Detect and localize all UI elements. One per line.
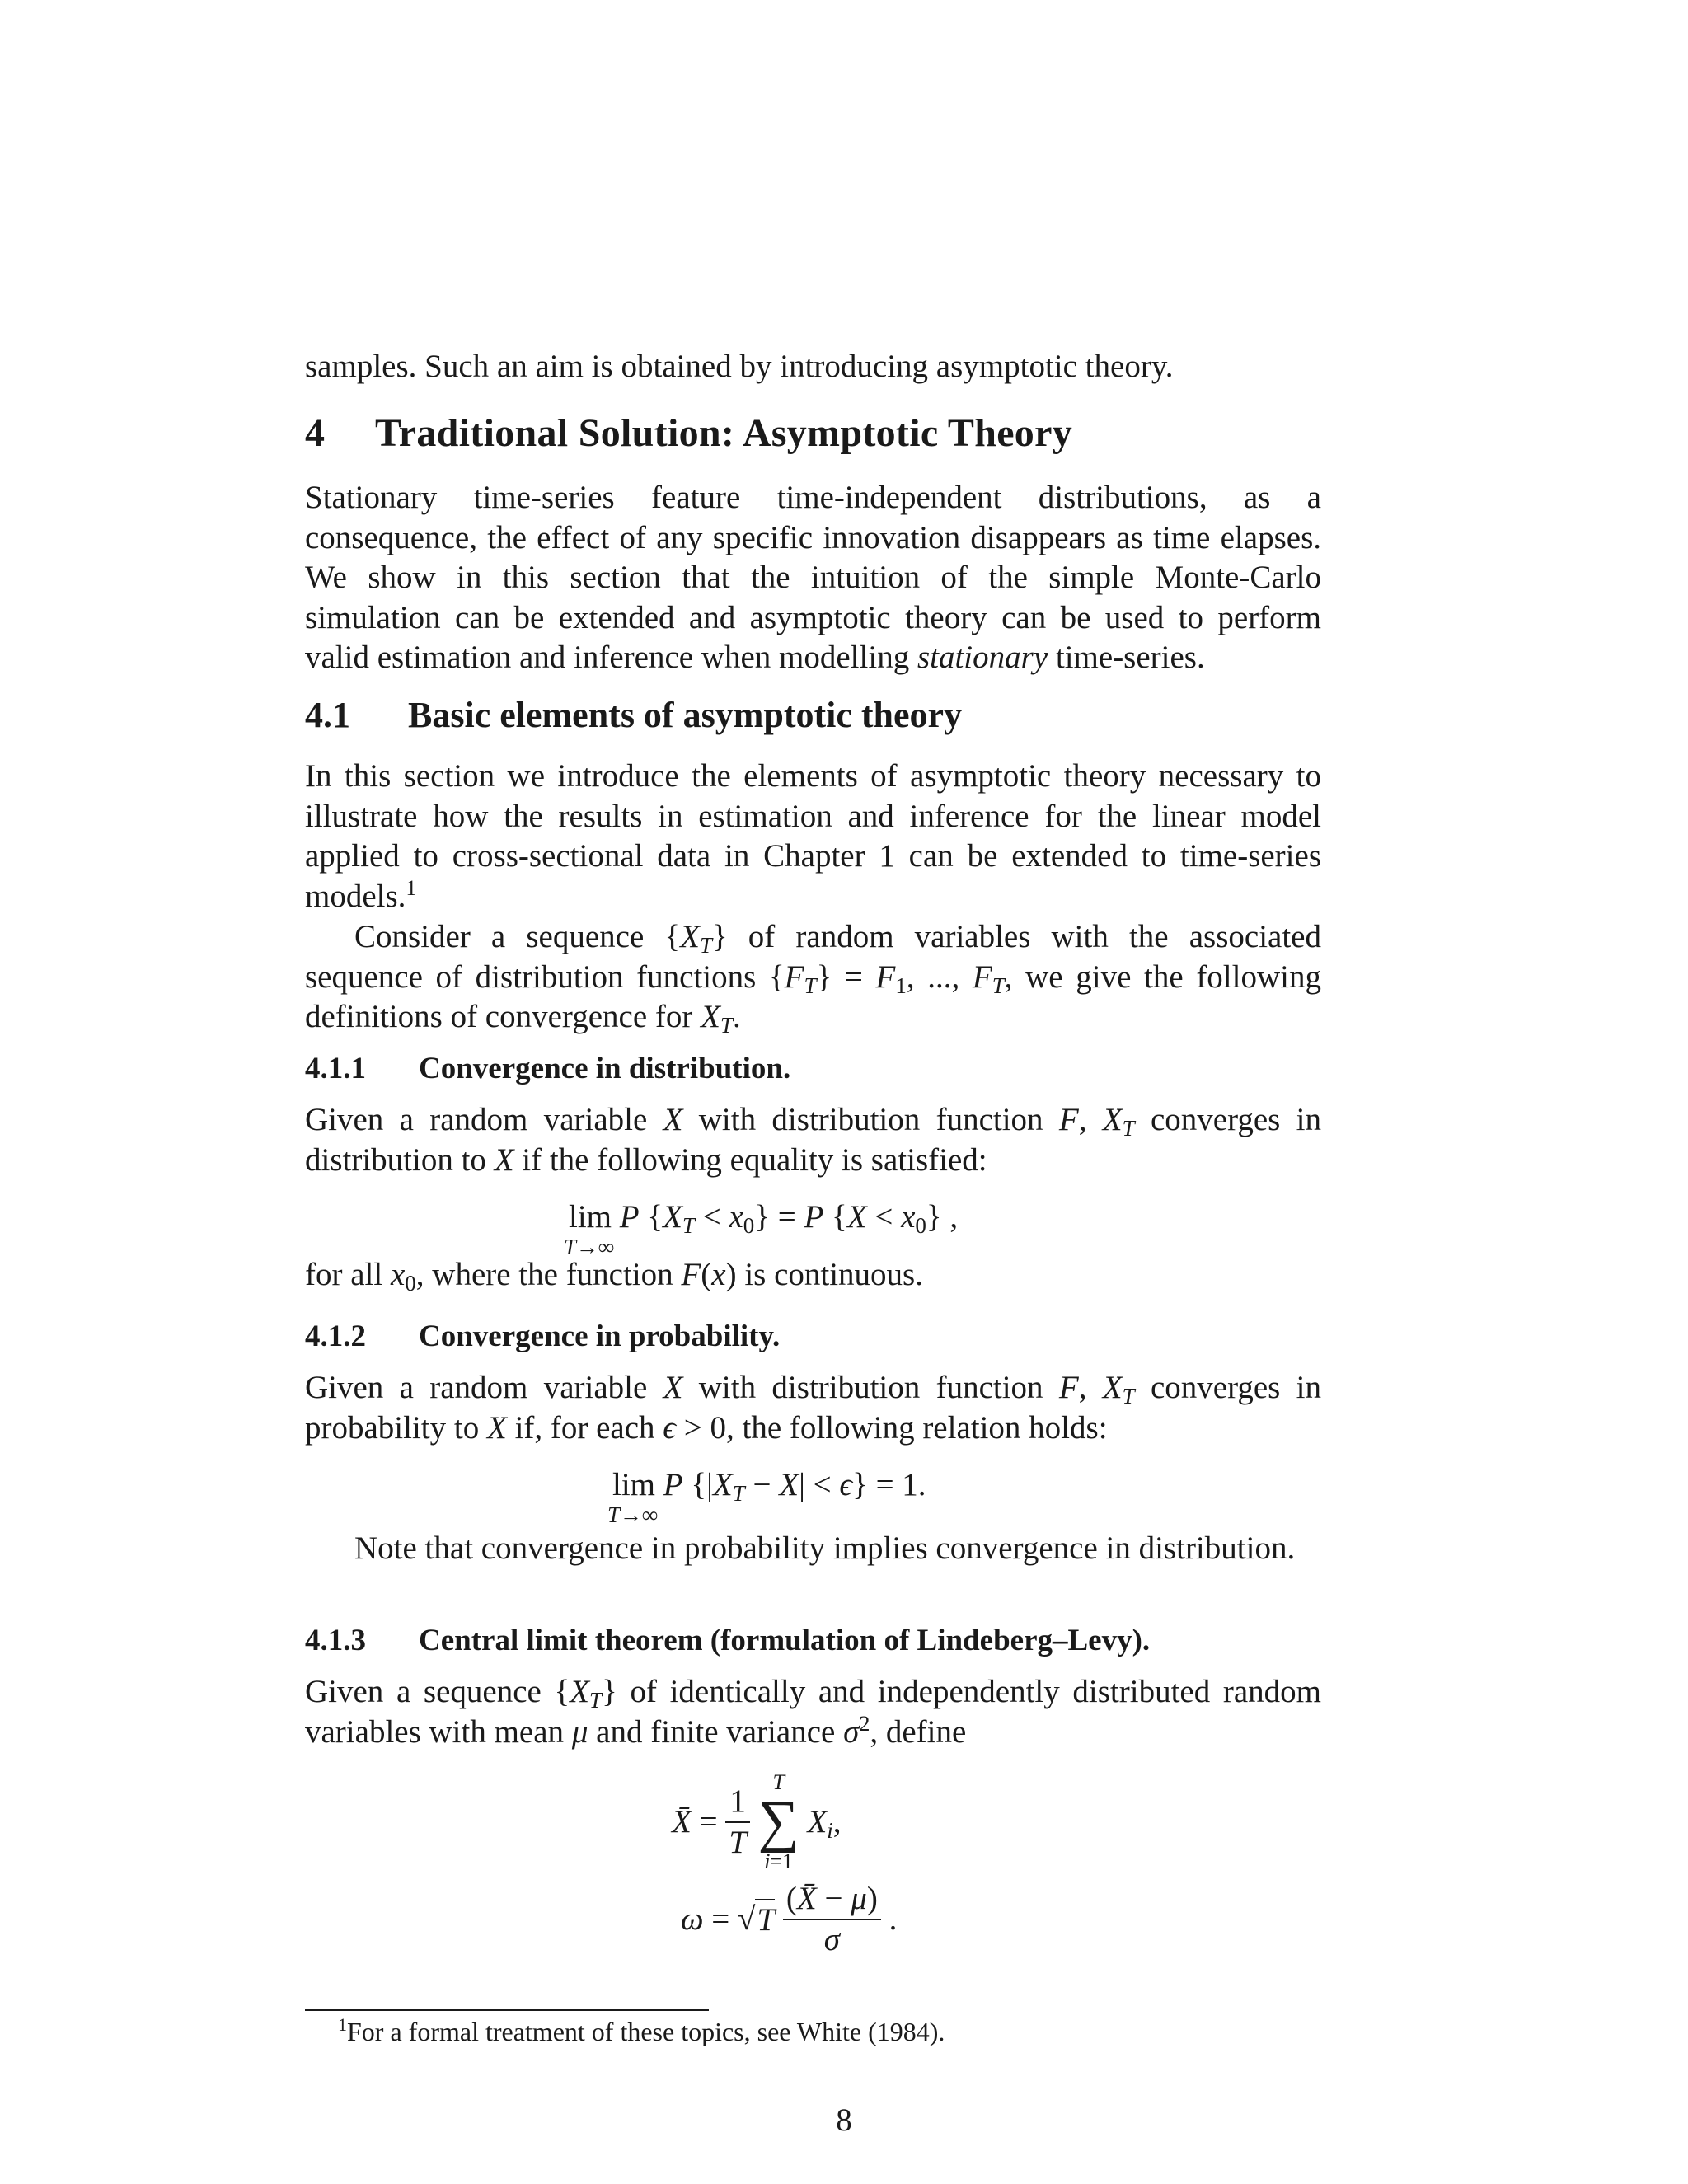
- fraction: $\frac{(X̄ - \mu)}{\sigma}$: [783, 1879, 881, 1960]
- footnote-text: For a formal treatment of these topics, see White (1984).: [347, 2017, 945, 2046]
- para-text: Stationary time-series feature time-independent distributions, as a consequence, the effect of any specific innovation disappears as time elapses. We show in this section that the intuition of the simple Monte-Carlo simulation can be extended and asymptotic theory can be used to perform valid estimation and inference when modelling: [305, 480, 1321, 675]
- equation-sample-mean: X̄ = $\frac{1}{T}$ T ∑ i=1 $X_i$,: [672, 1770, 842, 1873]
- section-title: Central limit theorem (formulation of Lindeberg–Levy).: [419, 1624, 1151, 1657]
- section-4-1-1-paragraph: Given a random variable X with distribution function F, $X_T$ converges in distribution to X if the following equality is satisfied:: [305, 1102, 1322, 1178]
- para-text: with distribution function: [682, 1102, 1059, 1137]
- equation-omega: ω = √T $\frac{(X̄ - \mu)}{\sigma}$ .: [681, 1879, 897, 1960]
- para-text: } of identically and independently distributed random variables with mean: [305, 1674, 1321, 1750]
- para-text: Consider a sequence {: [354, 919, 681, 954]
- section-4-heading: [305, 409, 1321, 458]
- section-4-1-2-heading: [305, 1317, 1321, 1357]
- section-number: 4: [305, 411, 326, 455]
- para-text: , define: [870, 1713, 967, 1750]
- lim-label: lim: [569, 1199, 612, 1235]
- section-title: Traditional Solution: Asymptotic Theory: [375, 411, 1073, 455]
- footnote: [338, 2013, 945, 2050]
- para-text: if the following equality is satisfied:: [513, 1141, 987, 1178]
- section-number: 4.1.1: [305, 1052, 366, 1085]
- lim-subscript: T→∞: [607, 1502, 659, 1527]
- summation: T ∑ i=1: [757, 1770, 799, 1873]
- para-text: converges in probability to: [305, 1370, 1322, 1446]
- section-4-1-heading: [305, 692, 1321, 738]
- section-4-1-2-note: Note that convergence in probability implies convergence in distribution.: [354, 1530, 1296, 1566]
- fraction: $\frac{1}{T}$: [725, 1782, 750, 1863]
- para-text: Given a random variable: [305, 1370, 663, 1405]
- section-title: Convergence in distribution.: [419, 1052, 791, 1085]
- para-text: , the following relation holds:: [726, 1409, 1108, 1446]
- para-text: In this section we introduce the elements of asymptotic theory necessary to illustrate how the results in estimation and inference for the linear model applied to cross-sectional data in Chapter 1 can be extended to time-series models.: [305, 758, 1321, 914]
- section-title: Basic elements of asymptotic theory: [408, 695, 963, 735]
- para-text: } =: [816, 958, 876, 995]
- footnote-mark: 1: [338, 2014, 347, 2035]
- page-number: 8: [836, 2102, 852, 2138]
- para-text: if, for each: [506, 1409, 663, 1446]
- section-4-1-paragraph-2: Consider a sequence $\{X_T\}$ of random variables with the associated sequence of distribution functions $\{F_T\} = F_1$, ..., $F_T$, we give the following definitions of convergence for $X_T$.: [305, 919, 1321, 1038]
- section-number: 4.1: [305, 695, 350, 735]
- section-4-1-1-heading: [305, 1049, 1321, 1089]
- footnote-mark: 1: [406, 875, 417, 900]
- section-4-1-1-after: for all $x_0$, where the function F(x) is continuous.: [305, 1257, 923, 1296]
- section-title: Convergence in probability.: [419, 1319, 781, 1353]
- para-text: , where the function: [415, 1257, 682, 1292]
- lim-label: lim: [612, 1467, 656, 1502]
- equation-convergence-probability: lim T→∞ P $\{|X_T - X| < \epsilon\} = 1$.: [612, 1465, 926, 1505]
- section-number: 4.1.2: [305, 1319, 366, 1353]
- para-text: and finite variance: [588, 1713, 844, 1750]
- para-text: Given a random variable: [305, 1102, 663, 1137]
- lim-operator: [607, 1465, 659, 1527]
- intro-line: samples. Such an aim is obtained by introducing asymptotic theory.: [305, 349, 1174, 384]
- para-text: time-series.: [1048, 640, 1205, 675]
- footnote-rule: [305, 2009, 709, 2011]
- lim-subscript: T→∞: [564, 1235, 615, 1259]
- para-text: with distribution function: [682, 1370, 1059, 1405]
- section-4-paragraph: [305, 478, 1321, 678]
- para-text: is continuous.: [736, 1257, 923, 1292]
- para-text: } of random variables with the associated sequence of distribution functions {: [305, 919, 1321, 995]
- section-4-1-3-paragraph: Given a sequence $\{X_T\}$ of identically and independently distributed random variables with mean μ and finite variance $\sigma^2$, define: [305, 1674, 1321, 1750]
- para-text: for all: [305, 1257, 391, 1292]
- section-4-1-2-paragraph: Given a random variable X with distribution function F, $X_T$ converges in probability to X if, for each ϵ > 0, the following relation holds:: [305, 1370, 1322, 1446]
- section-4-1-paragraph-1: [305, 757, 1321, 916]
- section-4-1-3-heading: [305, 1621, 1321, 1661]
- lim-operator: [564, 1197, 615, 1259]
- para-text: converges in distribution to: [305, 1102, 1322, 1178]
- equation-convergence-distribution: lim T→∞ P $\{X_T < x_0\} = P$ $\{X < x_0\}$ ,: [569, 1197, 958, 1237]
- emphasis-text: stationary: [917, 640, 1048, 675]
- para-text: Given a sequence {: [305, 1674, 570, 1709]
- para-text: , we give the following definitions of convergence for: [305, 958, 1321, 1034]
- section-number: 4.1.3: [305, 1624, 366, 1657]
